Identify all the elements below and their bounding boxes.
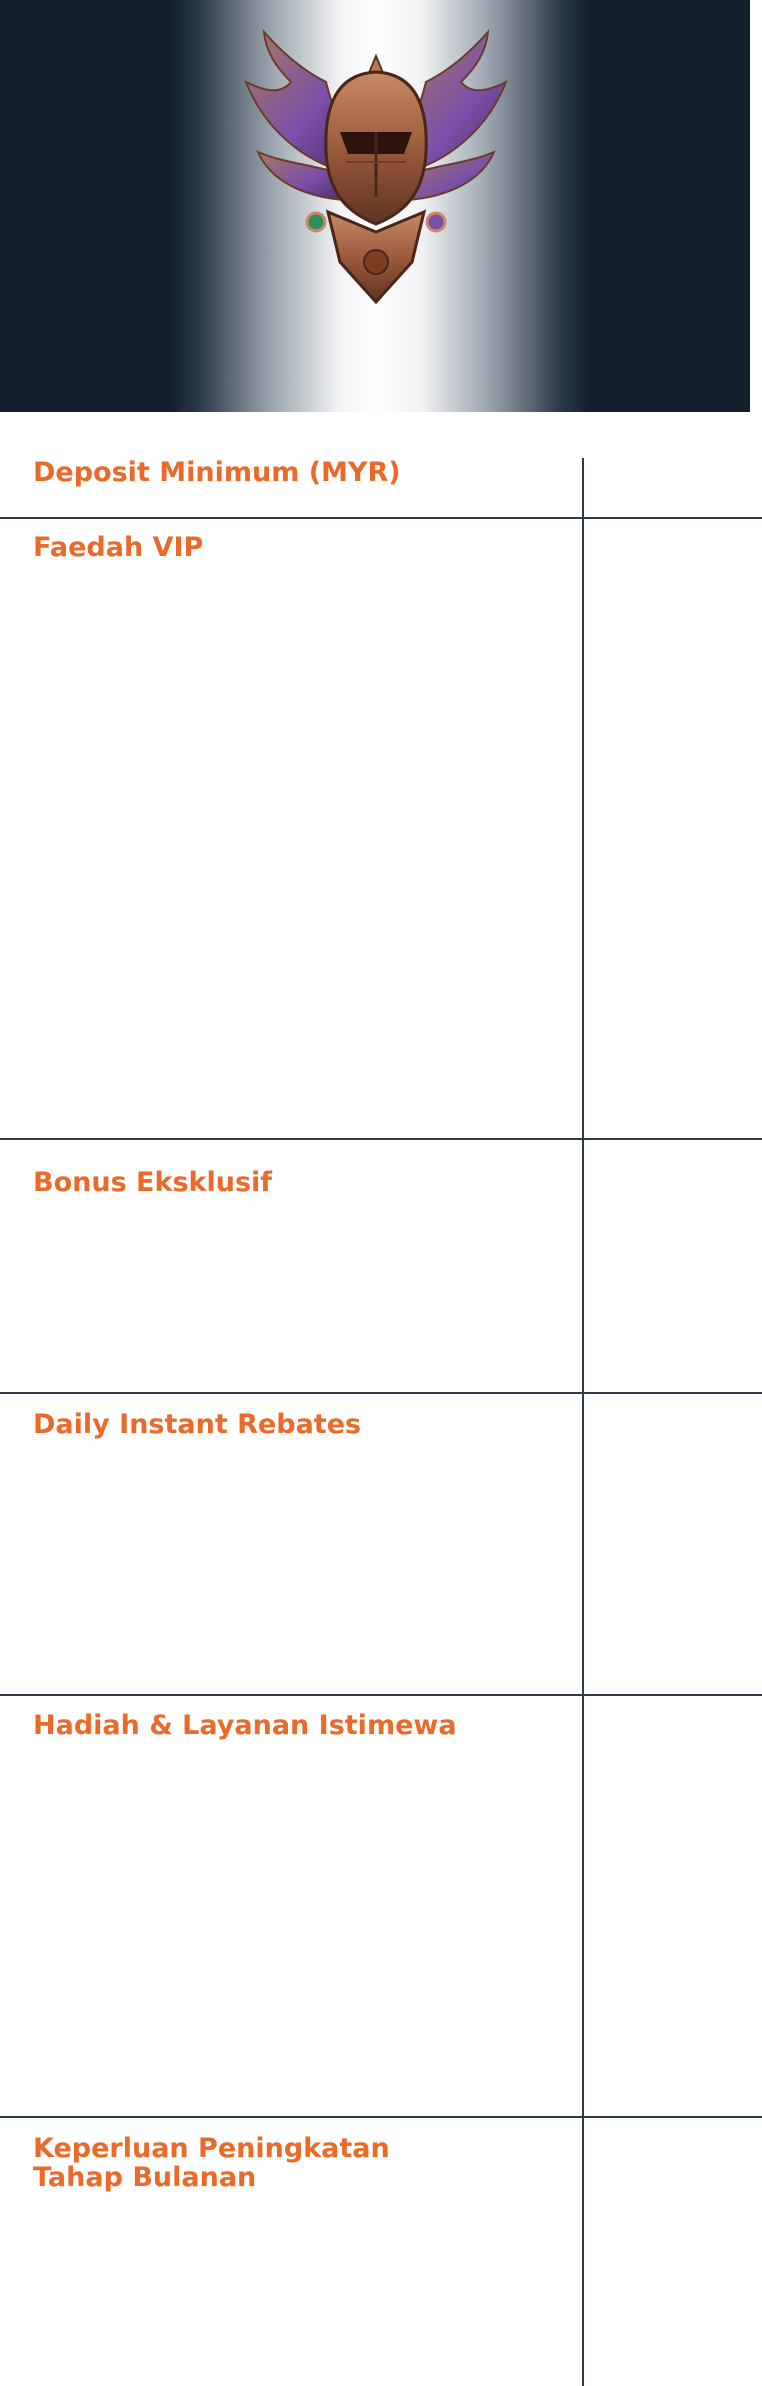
row-label-keperluan-peningkatan: Keperluan Peningkatan Tahap Bulanan — [33, 2133, 390, 2193]
tier-name-label: B — [366, 332, 384, 356]
knight-helmet-badge-icon — [236, 22, 516, 314]
row-divider — [0, 1392, 762, 1394]
row-label-bonus-eksklusif: Bonus Eksklusif — [33, 1167, 273, 1198]
tier-hero-banner — [0, 0, 750, 412]
row-label-hadiah-layanan: Hadiah & Layanan Istimewa — [33, 1710, 457, 1741]
row-label-deposit-minimum: Deposit Minimum (MYR) — [33, 457, 401, 488]
row-divider — [0, 1694, 762, 1696]
row-divider — [0, 2116, 762, 2118]
row-label-faedah-vip: Faedah VIP — [33, 532, 204, 563]
row-label-daily-instant-rebates: Daily Instant Rebates — [33, 1409, 362, 1440]
column-divider — [582, 458, 584, 2386]
row-divider — [0, 1138, 762, 1140]
row-divider — [0, 517, 762, 519]
